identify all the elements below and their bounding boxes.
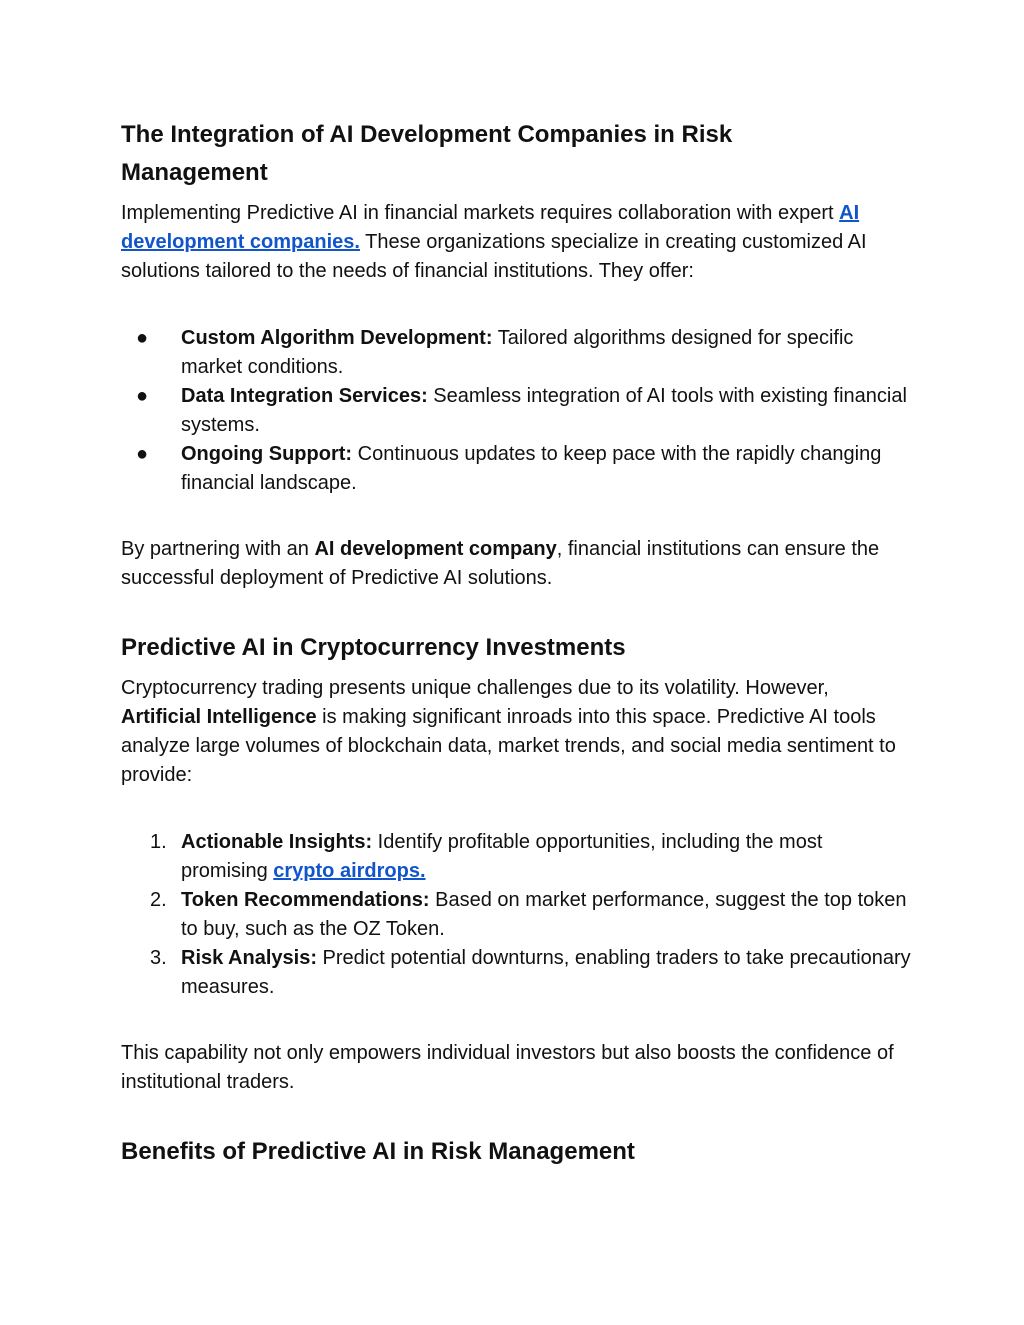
intro-text-before: Implementing Predictive AI in financial markets requires collaboration with expert [121,202,840,224]
section-heading-crypto: Predictive AI in Cryptocurrency Investments [121,634,626,661]
list-item-title: Ongoing Support: [181,443,353,465]
section-heading-ai-integration: The Integration of AI Development Companies in Risk Management [121,121,733,186]
list-item-text: Tailored algorithms designed for specific market conditions. [181,327,854,378]
bold-phrase: AI development company [314,538,557,560]
crypto-numbered-list [121,828,911,1002]
list-item [121,828,911,886]
list-item-title: Risk Analysis: [181,947,317,969]
intro-text-after: These organizations specialize in creating customized AI solutions tailored to the needs of financial institutions. They offer: [121,231,867,282]
closing-paragraph-2: This capability not only empowers individual investors but also boosts the confidence of institutional traders. [121,1042,894,1093]
list-item-text: Based on market performance, suggest the top token to buy, such as the OZ Token. [181,889,907,940]
list-item [121,382,911,440]
list-item-title: Custom Algorithm Development: [181,327,493,349]
services-bullet-list [121,324,911,498]
list-item-text: Continuous updates to keep pace with the rapidly changing financial landscape. [181,443,882,494]
list-item [121,944,911,1002]
bullet-marker: ● [136,443,149,465]
list-item-text: Seamless integration of AI tools with existing financial systems. [181,385,907,436]
number-marker: 3. [150,947,167,969]
list-item-title: Data Integration Services: [181,385,428,407]
number-marker: 2. [150,889,167,911]
bullet-marker: ● [136,385,149,407]
ai-development-companies-link[interactable]: AI development companies. [121,202,860,253]
list-item [121,440,911,498]
crypto-airdrops-link[interactable]: crypto airdrops. [273,860,426,882]
bold-phrase: Artificial Intelligence [121,706,317,728]
intro-paragraph [121,199,911,286]
list-item-text: Predict potential downturns, enabling traders to take precautionary measures. [181,947,911,998]
list-item [121,886,911,944]
closing-paragraph-1: By partnering with an AI development company, financial institutions can ensure the successful deployment of Predictive AI solutions. [121,538,880,589]
number-marker: 1. [150,831,167,853]
section-heading-benefits: Benefits of Predictive AI in Risk Management [121,1138,635,1165]
list-item-title: Token Recommendations: [181,889,430,911]
list-item-title: Actionable Insights: [181,831,373,853]
list-item-text: Identify profitable opportunities, including the most promising [181,831,823,882]
list-item [121,324,911,382]
crypto-intro-paragraph: Cryptocurrency trading presents unique challenges due to its volatility. However, Artificial Intelligence is making significant inroads into this space. Predictive AI tools analyze large volumes of blockchain data, market trends, and social media sentiment to provide: [121,677,896,786]
bullet-marker: ● [136,327,149,349]
